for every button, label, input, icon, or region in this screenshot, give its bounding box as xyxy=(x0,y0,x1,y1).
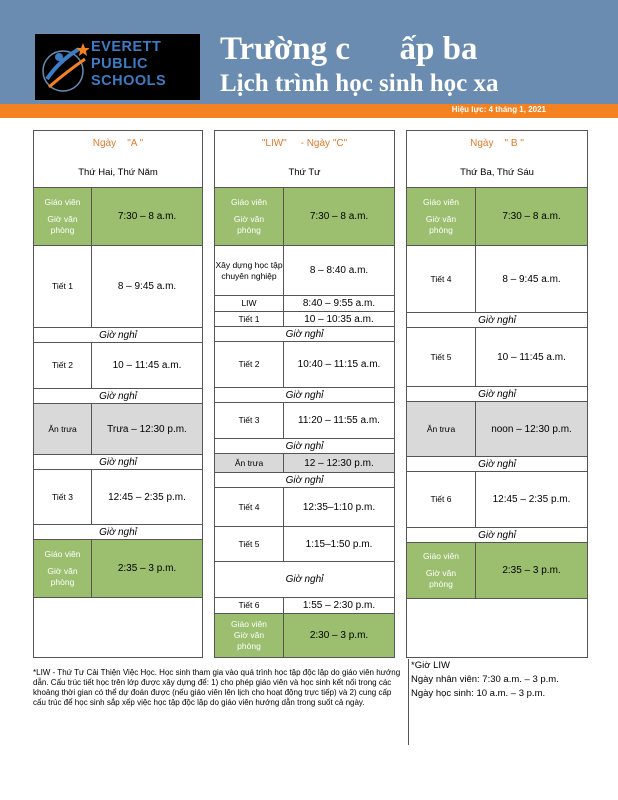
liw-note: *LIW - Thứ Tư Cải Thiện Việc Học. Học sinh tham gia vào quá trình học tập độc lập do giáo viên hướng dẫn. Cấu trúc tiết học trên lớp được xây dựng để: 1) cho phép giáo viên và học sinh kết nối trong các khoảng thời gian có thể dự đoán được (nếu giáo viên lên lịch cho hoạt động trực tiếp) và 2) cung cấp cấu trúc để học sinh sắp xếp việc học tập độc lập do giáo viên hướng dẫn trong suốt cả ngày. xyxy=(33,668,401,707)
logo-line-2: PUBLIC xyxy=(91,56,148,72)
day-a-days: Thứ Hai, Thứ Năm xyxy=(78,166,158,178)
office-hours-label: Giáo viên Giờ văn phòng xyxy=(215,188,283,245)
break-row: Giờ nghỉ xyxy=(99,526,137,538)
day-b-column xyxy=(406,130,588,658)
office-hours-time: 7:30 – 8 a.m. xyxy=(92,188,202,245)
swoosh-icon xyxy=(39,39,89,97)
period-time: 12:35–1:10 p.m. xyxy=(302,501,376,513)
period-label: Tiết 5 xyxy=(430,351,452,362)
period-time: 10 – 11:45 a.m. xyxy=(112,360,182,371)
break-row: Giờ nghỉ xyxy=(285,474,324,486)
office-hours-time: 2:35 – 3 p.m. xyxy=(476,543,587,598)
office-hours-label: Giáo viên Giờ văn phòng xyxy=(215,614,283,657)
liw-label: LIW xyxy=(241,298,257,308)
lunch-time: 12 – 12:30 p.m. xyxy=(284,454,394,472)
day-a-column xyxy=(33,130,203,658)
office-hours-label: Giáo viên Giờ văn phòng xyxy=(34,188,91,245)
break-row: Giờ nghỉ xyxy=(99,390,137,402)
period-label: Tiết 2 xyxy=(52,360,73,370)
period-label: Tiết 1 xyxy=(238,313,260,324)
break-row: Giờ nghỉ xyxy=(478,388,516,400)
effective-date: Hiệu lực: 4 tháng 1, 2021 xyxy=(451,105,546,114)
break-row: Giờ nghỉ xyxy=(285,440,324,452)
liw-hours-title: *Giờ LIW xyxy=(411,660,450,671)
period-time: 8 – 8:40 a.m. xyxy=(309,265,369,276)
period-label: Tiết 4 xyxy=(430,273,452,284)
lunch-time: noon – 12:30 p.m. xyxy=(476,402,587,456)
logo-line-3: SCHOOLS xyxy=(91,73,167,89)
break-row: Giờ nghỉ xyxy=(285,328,324,340)
lunch-time: Trưa – 12:30 p.m. xyxy=(92,404,202,454)
lunch-label: Ăn trưa xyxy=(407,402,475,456)
break-row: Giờ nghỉ xyxy=(99,456,137,468)
day-a-title: Ngày "A " xyxy=(92,137,144,149)
period-label: Tiết 6 xyxy=(238,600,260,610)
lunch-label: Ăn trưa xyxy=(34,404,91,454)
liw-time: 8:40 – 9:55 a.m. xyxy=(302,298,376,309)
period-label: Tiết 3 xyxy=(238,415,260,425)
period-label: Tiết 2 xyxy=(238,359,260,369)
lunch-label: Ăn trưa xyxy=(215,454,283,472)
break-row: Giờ nghỉ xyxy=(285,574,324,585)
break-row: Giờ nghỉ xyxy=(478,529,516,541)
page-subtitle: Lịch trình học sinh học xa xyxy=(220,70,499,97)
period-time: 8 – 9:45 a.m. xyxy=(502,273,561,285)
period-time: 1:15–1:50 p.m. xyxy=(305,538,373,550)
period-label: Tiết 6 xyxy=(430,494,452,504)
office-hours-time: 2:30 – 3 p.m. xyxy=(284,614,394,657)
office-hours-label: Giáo viên Giờ văn phòng xyxy=(407,543,475,598)
staff-day-hours: Ngày nhân viên: 7:30 a.m. – 3 p.m. xyxy=(411,674,559,685)
logo-line-1: EVERETT xyxy=(91,39,162,55)
period-label: Tiết 3 xyxy=(52,491,73,502)
period-time: 10 – 11:45 a.m. xyxy=(497,351,566,363)
day-b-days: Thứ Ba, Thứ Sáu xyxy=(460,166,534,178)
period-time: 12:45 – 2:35 p.m. xyxy=(492,494,571,505)
day-c-column xyxy=(214,130,395,658)
period-label: Tiết 4 xyxy=(238,501,260,512)
student-day-hours: Ngày học sinh: 10 a.m. – 3 p.m. xyxy=(411,688,546,699)
district-logo xyxy=(35,34,200,100)
liw-hours-box xyxy=(408,659,589,745)
period-label: Xây dựng học tập chuyên nghiệp xyxy=(215,259,283,281)
office-hours-label: Giáo viên Giờ văn phòng xyxy=(407,188,475,245)
period-label: Tiết 1 xyxy=(52,281,73,291)
period-time: 11:20 – 11:55 a.m. xyxy=(298,415,380,426)
period-time: 10 – 10:35 a.m. xyxy=(304,313,374,325)
break-row: Giờ nghỉ xyxy=(478,458,516,470)
break-row: Giờ nghỉ xyxy=(99,329,137,341)
period-time: 1:55 – 2:30 p.m. xyxy=(302,600,376,611)
office-hours-time: 2:35 – 3 p.m. xyxy=(92,540,202,597)
office-hours-time: 7:30 – 8 a.m. xyxy=(476,188,587,245)
break-row: Giờ nghỉ xyxy=(285,389,324,401)
day-b-title: Ngày " B " xyxy=(470,137,524,149)
day-c-title: "LIW" - Ngày "C" xyxy=(261,137,348,149)
office-hours-time: 7:30 – 8 a.m. xyxy=(284,188,394,245)
office-hours-label: Giáo viên Giờ văn phòng xyxy=(34,540,91,597)
period-time: 10:40 – 11:15 a.m. xyxy=(297,359,381,370)
period-label: Tiết 5 xyxy=(238,538,260,549)
period-time: 8 – 9:45 a.m. xyxy=(117,281,177,292)
break-row: Giờ nghỉ xyxy=(478,314,516,326)
period-time: 12:45 – 2:35 p.m. xyxy=(108,491,186,503)
day-c-days: Thứ Tư xyxy=(288,166,321,178)
page-title: Trường c ấp ba xyxy=(220,31,478,67)
